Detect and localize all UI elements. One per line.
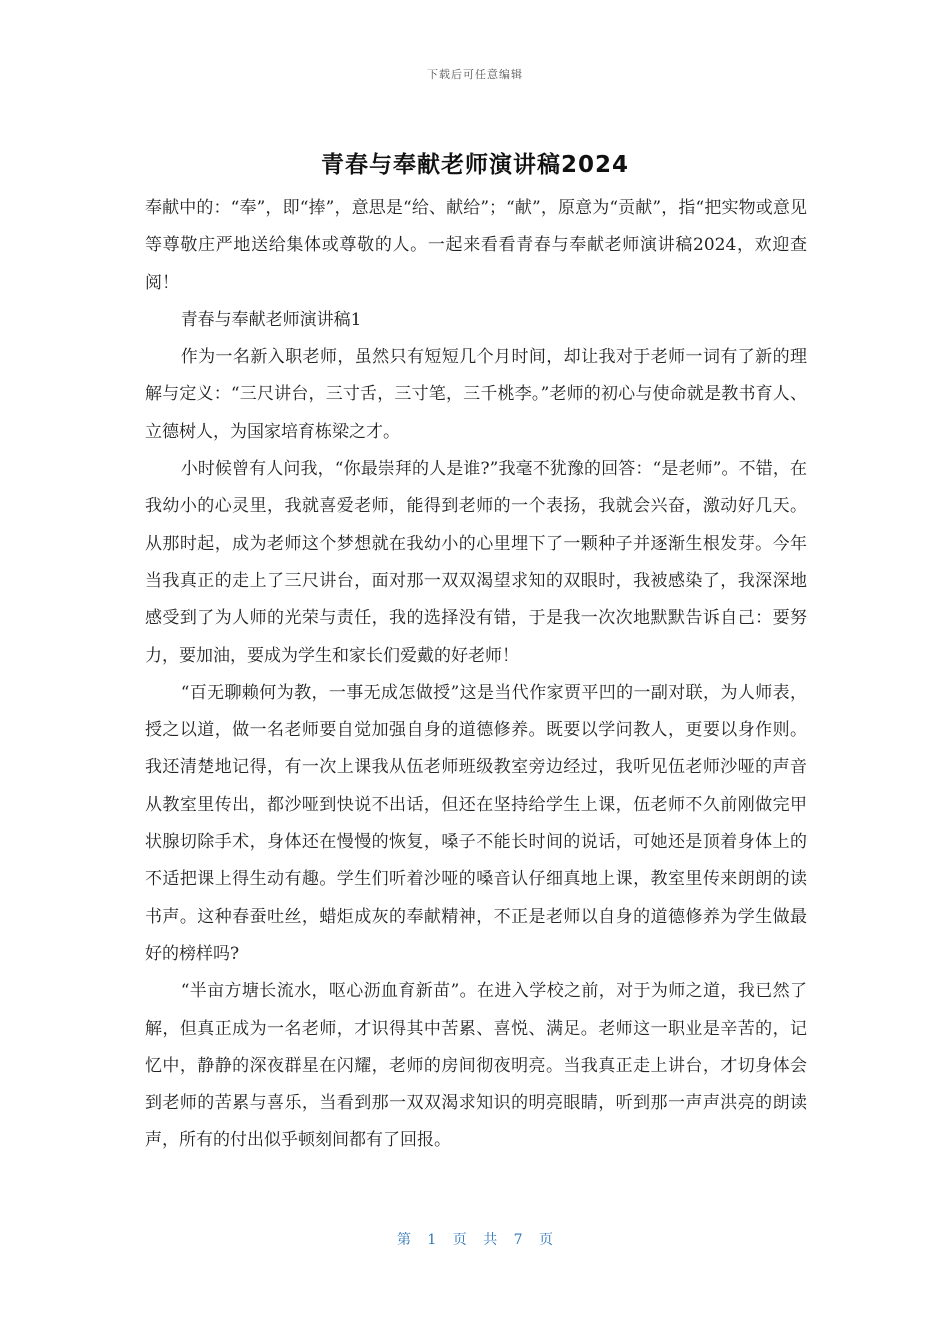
body-paragraph: 作为一名新入职老师，虽然只有短短几个月时间，却让我对于老师一词有了新的理解与定义：“三尺讲台，三寸舌，三寸笔，三千桃李。”老师的初心与使命就是教书育人、立德树人，为国家培育栋梁之才。 — [145, 347, 807, 442]
document-title: 青春与奉献老师演讲稿2024 — [320, 152, 629, 178]
body-paragraph: 小时候曾有人问我，“你最崇拜的人是谁?”我毫不犹豫的回答：“是老师”。不错，在我幼小的心灵里，我就喜爱老师，能得到老师的一个表扬，我就会兴奋，激动好几天。从那时起，成为老师这个梦想就在我幼小的心里埋下了一颗种子并逐渐生根发芽。今年当我真正的走上了三尺讲台，面对那一双双渴望求知的双眼时，我被感染了，我深深地感受到了为人师的光荣与责任，我的选择没有错，于是我一次次地默默告诉自己：要努力，要加油，要成为学生和家长们爱戴的好老师！ — [145, 459, 807, 666]
intro-paragraph: 奉献中的：“奉”，即“捧”，意思是“给、献给”；“献”，原意为“贡献”，指“把实物或意见等尊敬庄严地送给集体或尊敬的人。一起来看看青春与奉献老师演讲稿2024，欢迎查阅！ — [145, 198, 807, 293]
body-paragraph: “半亩方塘长流水，呕心沥血育新苗”。在进入学校之前，对于为师之道，我已然了解，但真正成为一名老师，才识得其中苦累、喜悦、满足。老师这一职业是辛苦的，记忆中，静静的深夜群星在闪耀，老师的房间彻夜明亮。当我真正走上讲台，才切身体会到老师的苦累与喜乐，当看到那一双双渴求知识的明亮眼睛，听到那一声声洪亮的朗读声，所有的付出似乎顿刻间都有了回报。 — [145, 981, 807, 1151]
document-body — [145, 190, 807, 1160]
page-header: 下载后可任意编辑 — [427, 68, 523, 81]
section-heading: 青春与奉献老师演讲稿1 — [180, 309, 362, 330]
page-number-footer: 第 1 页 共 7 页 — [396, 1232, 554, 1248]
body-paragraph: “百无聊赖何为教，一事无成怎做授”这是当代作家贾平凹的一副对联，为人师表，授之以道，做一名老师要自觉加强自身的道德修养。既要以学问教人，更要以身作则。我还清楚地记得，有一次上课我从伍老师班级教室旁边经过，我听见伍老师沙哑的声音从教室里传出，都沙哑到快说不出话，但还在坚持给学生上课，伍老师不久前刚做完甲状腺切除手术，身体还在慢慢的恢复，嗓子不能长时间的说话，可她还是顶着身体上的不适把课上得生动有趣。学生们听着沙哑的嗓音认仔细真地上课，教室里传来朗朗的读书声。这种春蚕吐丝，蜡炬成灰的奉献精神，不正是老师以自身的道德修养为学生做最好的榜样吗? — [145, 682, 807, 964]
